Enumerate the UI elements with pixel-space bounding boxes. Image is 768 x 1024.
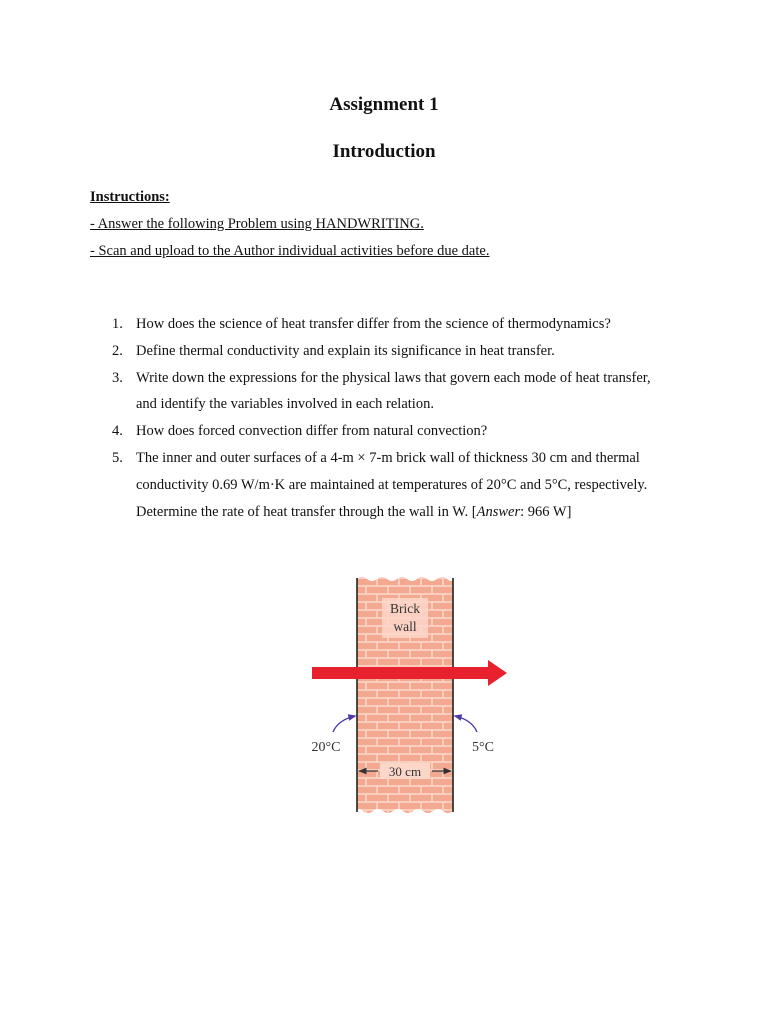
question-text-line: Write down the expressions for the physical laws that govern each mode of heat transfer,	[136, 369, 651, 386]
instructions-heading: Instructions:	[90, 189, 170, 205]
left-temperature-label: 20°C	[311, 740, 341, 755]
question-text-line: The inner and outer surfaces of a 4-m × 7-m brick wall of thickness 30 cm and thermal	[136, 449, 640, 466]
brick-wall-diagram	[300, 570, 530, 820]
page-title: Assignment 1	[329, 94, 439, 115]
question-number: 1.	[112, 316, 123, 332]
answer-value: : 966 W]	[520, 503, 572, 520]
question-text-line: How does forced convection differ from natural convection?	[136, 423, 488, 440]
left-surface-pointer-arrow	[333, 716, 355, 732]
question-item	[112, 365, 692, 419]
question-text-line	[136, 499, 692, 526]
question-number: 3.	[112, 369, 123, 386]
question-list	[112, 311, 692, 525]
wall-label-brick: Brick	[390, 601, 420, 616]
right-temperature-label: 5°C	[472, 740, 494, 755]
question-item	[112, 311, 692, 338]
question-number: 2.	[112, 342, 123, 359]
question-item	[112, 445, 692, 525]
question-item	[112, 418, 692, 445]
question-text-segment: Determine the rate of heat transfer through the wall in W. [	[136, 503, 477, 520]
question-item	[112, 338, 692, 365]
question-text-line: Define thermal conductivity and explain its significance in heat transfer.	[136, 342, 555, 359]
question-number: 5.	[112, 449, 123, 466]
section-title: Introduction	[332, 141, 436, 162]
thickness-label: 30 cm	[388, 764, 422, 779]
instruction-line: - Answer the following Problem using HANDWRITING.	[90, 216, 424, 232]
brick-wall-figure	[300, 570, 530, 820]
question-number: 4.	[112, 423, 123, 440]
wall-label-wall: wall	[393, 619, 417, 634]
question-text-line: conductivity 0.69 W/m·K are maintained at temperatures of 20°C and 5°C, respectively.	[136, 476, 648, 493]
heat-flow-arrow-head	[488, 660, 507, 686]
right-surface-pointer-arrow	[455, 716, 477, 732]
instruction-line: - Scan and upload to the Author individual activities before due date.	[90, 243, 490, 259]
instructions-block	[90, 184, 489, 265]
answer-label: Answer	[476, 503, 521, 520]
question-text-line: and identify the variables involved in each relation.	[136, 396, 434, 413]
question-text-line: How does the science of heat transfer differ from the science of thermodynamics?	[136, 316, 611, 332]
heat-flow-arrow-shaft	[312, 667, 492, 679]
